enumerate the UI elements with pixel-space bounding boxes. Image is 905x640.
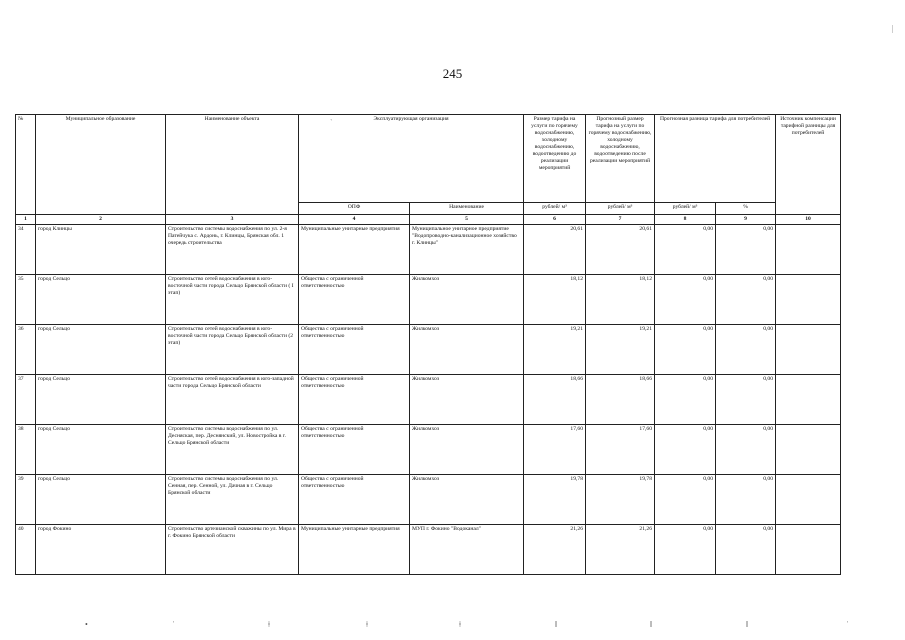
row-number: 39 [16, 475, 36, 525]
source-cell [776, 525, 841, 575]
tariff-after-cell: 19,78 [586, 475, 655, 525]
column-number: 1 [16, 215, 36, 225]
tariff-before-cell: 19,21 [524, 325, 586, 375]
header-unit-pct: % [716, 203, 776, 215]
percent-cell: 0,00 [716, 525, 776, 575]
header-object: Наименование объекта [166, 115, 299, 215]
table-row [16, 525, 841, 575]
row-number: 37 [16, 375, 36, 425]
organization-name-cell: Муниципальное унитарное предприятие "Водопроводно-канализационное хозяйство г. Клинцы" [410, 225, 524, 275]
table-row [16, 325, 841, 375]
column-number: 6 [524, 215, 586, 225]
header-operator: Эксплуатирующая организация [299, 115, 524, 203]
tariff-after-cell: 18,66 [586, 375, 655, 425]
difference-cell: 0,00 [655, 375, 716, 425]
scan-speck: ǁ [746, 620, 749, 629]
column-number: 7 [586, 215, 655, 225]
opf-cell: Муниципальные унитарные предприятия [299, 225, 410, 275]
scan-speck: ˈ [846, 620, 849, 629]
difference-cell: 0,00 [655, 425, 716, 475]
scan-speck: ǂ [268, 620, 270, 629]
table-row [16, 375, 841, 425]
scan-speck: ǁ [650, 620, 653, 629]
row-number: 34 [16, 225, 36, 275]
source-cell [776, 325, 841, 375]
opf-cell: Общества с ограниченной ответственностью [299, 275, 410, 325]
header-source: Источник компенсации тарифной разницы для потребителей [776, 115, 841, 215]
scan-speck: • [85, 620, 88, 629]
header-opf: ОПФ [299, 203, 410, 215]
tariff-before-cell: 17,60 [524, 425, 586, 475]
header-tariff-before: Размер тарифа на услуги по горячему водоснабжению, холодному водоснабжению, водоотведению до реализации мероприятий [524, 115, 586, 203]
percent-cell: 0,00 [716, 475, 776, 525]
column-numbers-row [16, 215, 841, 225]
row-number: 40 [16, 525, 36, 575]
source-cell [776, 225, 841, 275]
tariff-after-cell: 17,60 [586, 425, 655, 475]
tariff-after-cell: 19,21 [586, 325, 655, 375]
municipality-cell: город Сельцо [36, 275, 166, 325]
header-unit-before: рублей/ м³ [524, 203, 586, 215]
header-name: Наименование [410, 203, 524, 215]
municipality-cell: город Сельцо [36, 475, 166, 525]
header-num: № [16, 115, 36, 215]
percent-cell: 0,00 [716, 325, 776, 375]
opf-cell: Общества с ограниченной ответственностью [299, 425, 410, 475]
municipality-cell: город Сельцо [36, 325, 166, 375]
column-number: 4 [299, 215, 410, 225]
difference-cell: 0,00 [655, 525, 716, 575]
table-row [16, 225, 841, 275]
difference-cell: 0,00 [655, 475, 716, 525]
header-municipality: Муниципальное образование [36, 115, 166, 215]
scan-speck: ˈ [172, 620, 175, 629]
row-number: 38 [16, 425, 36, 475]
organization-name-cell: МУП г. Фокино "Водоканал" [410, 525, 524, 575]
row-number: 36 [16, 325, 36, 375]
object-cell: Строительство сетей водоснабжения в юго-восточной части города Сельцо Брянской области (2 этап) [166, 325, 299, 375]
scan-speck: ǂ [366, 620, 368, 629]
percent-cell: 0,00 [716, 275, 776, 325]
percent-cell: 0,00 [716, 225, 776, 275]
source-cell [776, 475, 841, 525]
source-cell [776, 425, 841, 475]
opf-cell: Общества с ограниченной ответственностью [299, 375, 410, 425]
organization-name-cell: Жилкомхоз [410, 275, 524, 325]
column-number: 2 [36, 215, 166, 225]
municipality-cell: город Фокино [36, 525, 166, 575]
organization-name-cell: Жилкомхоз [410, 375, 524, 425]
table-row [16, 475, 841, 525]
row-number: 35 [16, 275, 36, 325]
scan-speck: ǁ [555, 620, 558, 629]
tariff-table [15, 114, 841, 575]
object-cell: Строительство артезианской скважины по ул. Мира в г. Фокино Брянской области [166, 525, 299, 575]
municipality-cell: город Сельцо [36, 375, 166, 425]
header-unit-diff: рублей/ м³ [655, 203, 716, 215]
column-number: 8 [655, 215, 716, 225]
object-cell: Строительство сетей водоснабжения в юго-восточной части города Сельцо Брянской области ( I этап) [166, 275, 299, 325]
header-unit-after: рублей/ м³ [586, 203, 655, 215]
source-cell [776, 375, 841, 425]
tariff-after-cell: 21,26 [586, 525, 655, 575]
scan-speck: ˋ [330, 118, 333, 127]
percent-cell: 0,00 [716, 375, 776, 425]
tariff-after-cell: 20,61 [586, 225, 655, 275]
organization-name-cell: Жилкомхоз [410, 325, 524, 375]
tariff-before-cell: 18,12 [524, 275, 586, 325]
organization-name-cell: Жилкомхоз [410, 475, 524, 525]
table-row [16, 425, 841, 475]
header-difference: Прогнозная разница тарифа для потребителей [655, 115, 776, 203]
municipality-cell: город Клинцы [36, 225, 166, 275]
column-number: 10 [776, 215, 841, 225]
column-number: 3 [166, 215, 299, 225]
difference-cell: 0,00 [655, 325, 716, 375]
tariff-before-cell: 20,61 [524, 225, 586, 275]
object-cell: Строительство сетей водоснабжения в юго-западной части города Сельцо Брянской области [166, 375, 299, 425]
object-cell: Строительство системы водоснабжения по ул. Сенная, пер. Сенной, ул. Дачная в г. Сельцо Брянской области [166, 475, 299, 525]
tariff-before-cell: 21,26 [524, 525, 586, 575]
opf-cell: Общества с ограниченной ответственностью [299, 475, 410, 525]
tariff-after-cell: 18,12 [586, 275, 655, 325]
source-cell [776, 275, 841, 325]
difference-cell: 0,00 [655, 275, 716, 325]
opf-cell: Муниципальные унитарные предприятия [299, 525, 410, 575]
percent-cell: 0,00 [716, 425, 776, 475]
header-tariff-after: Прогнозный размер тарифа на услуги по горячему водоснабжению, холодному водоснабжению, водоотведению после реализации мероприятий [586, 115, 655, 203]
scan-speck: ǂ [459, 620, 461, 629]
tariff-before-cell: 19,78 [524, 475, 586, 525]
column-number: 5 [410, 215, 524, 225]
table-row [16, 275, 841, 325]
scan-speck: | [892, 24, 894, 33]
difference-cell: 0,00 [655, 225, 716, 275]
object-cell: Строительство системы водоснабжения по ул. 2-я Патейчука с. Ардонь, г. Клинцы, Брянская обл. 1 очередь строительства [166, 225, 299, 275]
organization-name-cell: Жилкомхоз [410, 425, 524, 475]
object-cell: Строительство системы водоснабжения по ул. Десняская, пер. Деснянский, ул. Новостройка в г. Сельцо Брянской области [166, 425, 299, 475]
municipality-cell: город Сельцо [36, 425, 166, 475]
page-number: 245 [442, 66, 463, 81]
column-number: 9 [716, 215, 776, 225]
tariff-before-cell: 18,66 [524, 375, 586, 425]
opf-cell: Общества с ограниченной ответственностью [299, 325, 410, 375]
